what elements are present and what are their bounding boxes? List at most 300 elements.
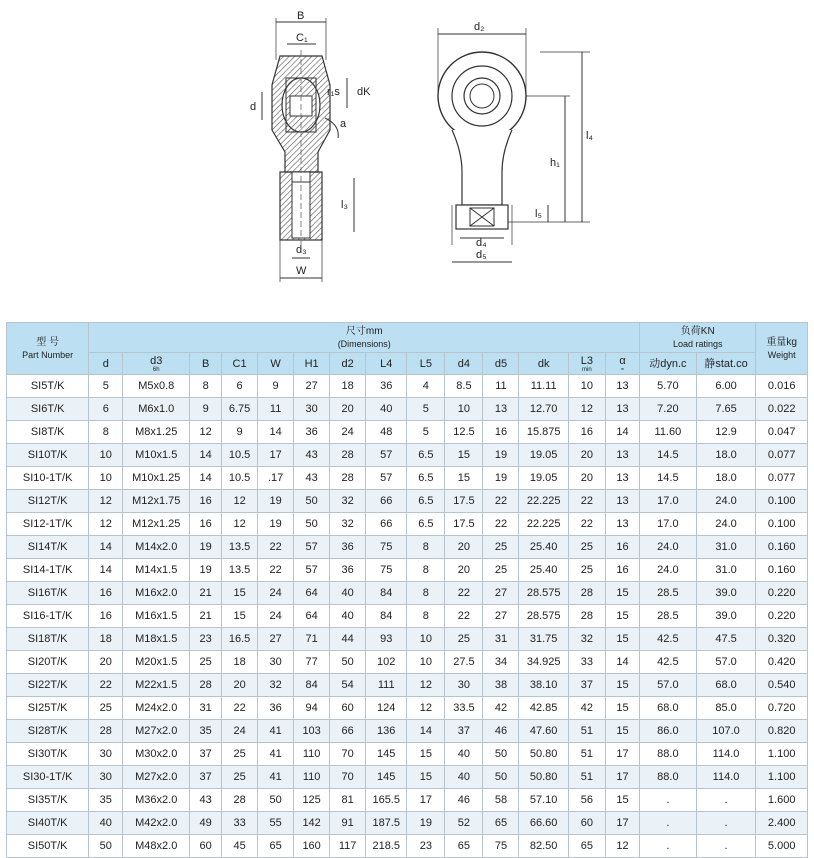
col-W: W [258,353,294,375]
part-number-cell: SI40T/K [7,812,89,835]
table-cell: 23 [190,628,222,651]
table-row [7,697,808,720]
table-cell: 30 [445,674,483,697]
col-alpha: α ≈ [605,353,639,375]
table-cell: M22x1.5 [123,674,190,697]
table-cell: M27x2.0 [123,766,190,789]
table-cell: 36 [330,559,366,582]
table-cell: 16 [89,605,123,628]
table-cell: 24 [330,421,366,444]
table-cell: 70 [330,743,366,766]
table-cell: 27 [483,582,519,605]
table-cell: 30 [89,743,123,766]
table-cell: 16 [89,582,123,605]
table-row [7,812,808,835]
col-L4: L4 [366,353,407,375]
table-cell: 47.60 [519,720,568,743]
table-cell: 27 [258,628,294,651]
table-cell: 1.600 [756,789,808,812]
table-cell: 46 [445,789,483,812]
col-d2: d2 [330,353,366,375]
table-cell: 40 [445,766,483,789]
table-cell: 44 [330,628,366,651]
table-cell: M6x1.0 [123,398,190,421]
table-cell: 82.50 [519,835,568,858]
part-number-cell: SI6T/K [7,398,89,421]
part-number-cell: SI35T/K [7,789,89,812]
table-cell: 14 [605,651,639,674]
table-cell: 39.0 [696,605,756,628]
col-d: d [89,353,123,375]
table-cell: 12.5 [445,421,483,444]
table-cell: M8x1.25 [123,421,190,444]
table-cell: 12 [605,835,639,858]
table-cell: 218.5 [366,835,407,858]
table-cell: 187.5 [366,812,407,835]
table-cell: 58 [483,789,519,812]
table-cell: 84 [366,605,407,628]
table-cell: 41 [258,720,294,743]
table-cell: 13 [483,398,519,421]
table-row [7,513,808,536]
table-cell: 86.0 [640,720,697,743]
table-cell: 0.100 [756,490,808,513]
label-d3: d₃ [296,244,307,256]
table-cell: M14x1.5 [123,559,190,582]
table-cell: 13 [605,375,639,398]
table-cell: 50 [483,766,519,789]
table-cell: 12 [407,697,445,720]
table-cell: 25 [190,651,222,674]
table-cell: 8 [407,605,445,628]
table-cell: 24.0 [696,513,756,536]
table-row [7,651,808,674]
table-cell: 21 [190,605,222,628]
table-cell: 60 [330,697,366,720]
table-cell: 27 [483,605,519,628]
table-cell: M12x1.25 [123,513,190,536]
table-cell: 22 [222,697,258,720]
table-cell: 28.5 [640,605,697,628]
table-cell: 25 [483,559,519,582]
table-cell: 88.0 [640,743,697,766]
table-cell: 0.016 [756,375,808,398]
table-cell: 19 [190,559,222,582]
table-cell: 50 [294,490,330,513]
table-cell: 13 [605,490,639,513]
table-cell: 77 [294,651,330,674]
table-cell: 0.220 [756,582,808,605]
table-cell: M10x1.5 [123,444,190,467]
table-cell: M18x1.5 [123,628,190,651]
table-cell: 12 [222,490,258,513]
table-cell: 0.720 [756,697,808,720]
table-cell: 17 [605,812,639,835]
table-cell: 27 [294,375,330,398]
table-cell: 117 [330,835,366,858]
table-cell: 6.5 [407,444,445,467]
table-cell: 15 [605,674,639,697]
table-cell: 30 [294,398,330,421]
part-number-cell: SI14T/K [7,536,89,559]
part-number-cell: SI20T/K [7,651,89,674]
table-cell: 114.0 [696,766,756,789]
table-cell: 10 [89,467,123,490]
table-cell: 14 [407,720,445,743]
table-cell: 42 [483,697,519,720]
table-cell: 14 [605,421,639,444]
label-d5: d₅ [476,249,487,261]
table-cell: 34 [483,651,519,674]
table-cell: 0.077 [756,444,808,467]
table-cell: 22 [258,536,294,559]
table-cell: 22.225 [519,513,568,536]
table-cell: 66 [366,490,407,513]
table-cell: 40 [445,743,483,766]
table-cell: 54 [330,674,366,697]
table-cell: 75 [483,835,519,858]
table-cell: 17.5 [445,490,483,513]
table-cell: 5.000 [756,835,808,858]
table-cell: 12 [89,513,123,536]
table-cell: 51 [568,743,605,766]
table-cell: 12.9 [696,421,756,444]
table-cell: M5x0.8 [123,375,190,398]
table-cell: 6.00 [696,375,756,398]
table-cell: 12 [407,674,445,697]
table-cell: 25 [568,559,605,582]
table-cell: 110 [294,766,330,789]
table-cell: 110 [294,743,330,766]
table-cell: 28.575 [519,605,568,628]
table-row [7,720,808,743]
table-cell: 15 [445,444,483,467]
table-cell: 19 [483,444,519,467]
table-cell: 28 [190,674,222,697]
table-cell: 24 [258,582,294,605]
table-cell: 10 [89,444,123,467]
table-cell: 50 [294,513,330,536]
table-cell: M27x2.0 [123,720,190,743]
table-cell: 14.5 [640,467,697,490]
table-row [7,559,808,582]
table-cell: 33 [222,812,258,835]
table-cell: 41 [258,766,294,789]
table-row [7,789,808,812]
table-cell: 17 [407,789,445,812]
table-row [7,835,808,858]
table-cell: M16x2.0 [123,582,190,605]
table-cell: 0.047 [756,421,808,444]
table-cell: 32 [330,490,366,513]
table-cell: 16 [190,513,222,536]
table-cell: 10 [407,628,445,651]
label-W: W [296,265,307,277]
part-number-cell: SI14-1T/K [7,559,89,582]
table-cell: 35 [190,720,222,743]
table-cell: 64 [294,582,330,605]
table-cell: 5 [407,398,445,421]
table-cell: 17 [605,766,639,789]
part-number-cell: SI10T/K [7,444,89,467]
table-cell: .17 [258,467,294,490]
table-cell: 33 [568,651,605,674]
table-cell: 65 [568,835,605,858]
table-cell: 68.0 [696,674,756,697]
table-cell: M12x1.75 [123,490,190,513]
table-cell: 57.0 [696,651,756,674]
table-cell: 25 [568,536,605,559]
table-row [7,536,808,559]
table-cell: 50 [89,835,123,858]
table-cell: 12 [89,490,123,513]
table-cell: 47.5 [696,628,756,651]
table-cell: 32 [568,628,605,651]
table-cell: 25 [222,743,258,766]
table-cell: 11.60 [640,421,697,444]
table-cell: . [696,835,756,858]
table-cell: 24.0 [640,559,697,582]
col-dk: dk [519,353,568,375]
header-part-number: 型 号 Part Number [7,323,89,375]
table-row [7,398,808,421]
part-number-cell: SI16-1T/K [7,605,89,628]
table-cell: 91 [330,812,366,835]
table-cell: 6 [222,375,258,398]
table-cell: 57.0 [640,674,697,697]
table-cell: 5 [407,421,445,444]
table-cell: 19.05 [519,444,568,467]
table-cell: 18 [89,628,123,651]
table-cell: 42 [568,697,605,720]
table-row [7,421,808,444]
table-row [7,490,808,513]
table-cell: 10.5 [222,467,258,490]
table-cell: 81 [330,789,366,812]
table-cell: 36 [258,697,294,720]
table-cell: 0.100 [756,513,808,536]
table-cell: 37 [568,674,605,697]
part-number-cell: SI28T/K [7,720,89,743]
table-cell: M16x1.5 [123,605,190,628]
table-row [7,628,808,651]
table-cell: 12.70 [519,398,568,421]
table-cell: . [696,789,756,812]
col-B: B [190,353,222,375]
table-cell: 65 [445,835,483,858]
table-row [7,467,808,490]
part-number-cell: SI30-1T/K [7,766,89,789]
table-cell: 5 [89,375,123,398]
label-d2: d₂ [474,21,485,33]
part-number-cell: SI8T/K [7,421,89,444]
table-body [7,375,808,858]
table-cell: 24 [222,720,258,743]
table-cell: 25 [483,536,519,559]
label-l3: l₃ [341,199,348,211]
table-cell: 6.5 [407,467,445,490]
table-cell: 20 [89,651,123,674]
table-cell: 107.0 [696,720,756,743]
table-cell: 15 [605,720,639,743]
table-cell: 66 [330,720,366,743]
table-cell: 57.10 [519,789,568,812]
table-cell: 31 [483,628,519,651]
table-cell: 35 [89,789,123,812]
part-number-cell: SI10-1T/K [7,467,89,490]
table-cell: 57 [366,467,407,490]
table-cell: 13.5 [222,536,258,559]
table-cell: 28 [89,720,123,743]
col-d5: d5 [483,353,519,375]
table-cell: 18 [330,375,366,398]
table-cell: M48x2.0 [123,835,190,858]
header-dimensions: 尺寸mm (Dimensions) [89,323,640,353]
part-number-cell: SI18T/K [7,628,89,651]
table-cell: 0.160 [756,559,808,582]
table-cell: 8 [89,421,123,444]
table-row [7,766,808,789]
table-cell: 15 [222,605,258,628]
table-cell: 28.575 [519,582,568,605]
table-cell: 22 [483,513,519,536]
table-cell: 14 [89,559,123,582]
col-C1: C1 [222,353,258,375]
table-cell: 124 [366,697,407,720]
table-cell: 50.80 [519,743,568,766]
table-cell: 15 [605,697,639,720]
table-cell: 50 [483,743,519,766]
table-cell: 57 [366,444,407,467]
table-cell: 8 [407,559,445,582]
table-cell: M42x2.0 [123,812,190,835]
table-row [7,605,808,628]
table-cell: 6.5 [407,490,445,513]
table-cell: 20 [568,444,605,467]
table-cell: 11 [258,398,294,421]
table-cell: 71 [294,628,330,651]
table-cell: 125 [294,789,330,812]
table-cell: 75 [366,536,407,559]
table-cell: 57 [294,559,330,582]
table-cell: 19.05 [519,467,568,490]
table-cell: 22 [89,674,123,697]
table-cell: 60 [190,835,222,858]
table-cell: 0.160 [756,536,808,559]
table-cell: 18.0 [696,467,756,490]
table-cell: 111 [366,674,407,697]
table-cell: 22 [258,559,294,582]
table-cell: 42.85 [519,697,568,720]
table-cell: 14 [190,444,222,467]
table-cell: 31.0 [696,536,756,559]
table-cell: 12 [190,421,222,444]
table-cell: . [696,812,756,835]
table-cell: 19 [190,536,222,559]
table-cell: 19 [258,513,294,536]
table-cell: 16 [483,421,519,444]
table-cell: 20 [568,467,605,490]
table-cell: 19 [407,812,445,835]
part-number-cell: SI25T/K [7,697,89,720]
table-cell: 0.220 [756,605,808,628]
table-cell: 84 [366,582,407,605]
table-cell: 48 [366,421,407,444]
table-cell: 6 [89,398,123,421]
table-cell: 30 [258,651,294,674]
table-cell: 4 [407,375,445,398]
table-cell: 13 [605,398,639,421]
table-cell: 25 [222,766,258,789]
table-cell: 19 [483,467,519,490]
table-cell: 145 [366,743,407,766]
label-r1s: r₁s [327,86,340,98]
label-d4: d₄ [476,237,487,249]
section-view-drawing [250,10,371,282]
table-cell: 13 [605,467,639,490]
table-cell: 55 [258,812,294,835]
table-cell: 11 [483,375,519,398]
table-cell: M36x2.0 [123,789,190,812]
part-number-cell: SI12T/K [7,490,89,513]
table-cell: 0.320 [756,628,808,651]
table-cell: 16 [605,536,639,559]
table-cell: 50 [330,651,366,674]
table-cell: 24 [258,605,294,628]
table-cell: 17.5 [445,513,483,536]
table-cell: 136 [366,720,407,743]
table-cell: 43 [294,467,330,490]
table-cell: 6.5 [407,513,445,536]
table-cell: 64 [294,605,330,628]
table-cell: 31.75 [519,628,568,651]
table-cell: M24x2.0 [123,697,190,720]
label-h1: h₁ [550,157,560,169]
table-cell: 18.0 [696,444,756,467]
table-row [7,674,808,697]
col-dyn: 动dyn.c [640,353,697,375]
table-cell: 145 [366,766,407,789]
table-cell: 70 [330,766,366,789]
table-cell: 84 [294,674,330,697]
table-cell: 32 [330,513,366,536]
col-L5: L5 [407,353,445,375]
table-cell: 25 [445,628,483,651]
table-cell: 34.925 [519,651,568,674]
table-cell: 12 [568,398,605,421]
table-cell: 30 [89,766,123,789]
table-cell: 7.65 [696,398,756,421]
table-cell: 9 [258,375,294,398]
label-C1: C₁ [296,32,308,44]
part-number-cell: SI30T/K [7,743,89,766]
table-cell: 28 [330,444,366,467]
label-d: d [250,101,257,113]
table-cell: 36 [294,421,330,444]
table-cell: 17.0 [640,490,697,513]
table-cell: 0.022 [756,398,808,421]
part-number-cell: SI12-1T/K [7,513,89,536]
table-cell: 0.540 [756,674,808,697]
label-a: a [340,118,347,130]
technical-drawings [0,0,814,300]
table-cell: 88.0 [640,766,697,789]
table-cell: 15 [445,467,483,490]
table-cell: 37 [190,743,222,766]
table-cell: 22 [483,490,519,513]
table-cell: 165.5 [366,789,407,812]
table-cell: 16.5 [222,628,258,651]
